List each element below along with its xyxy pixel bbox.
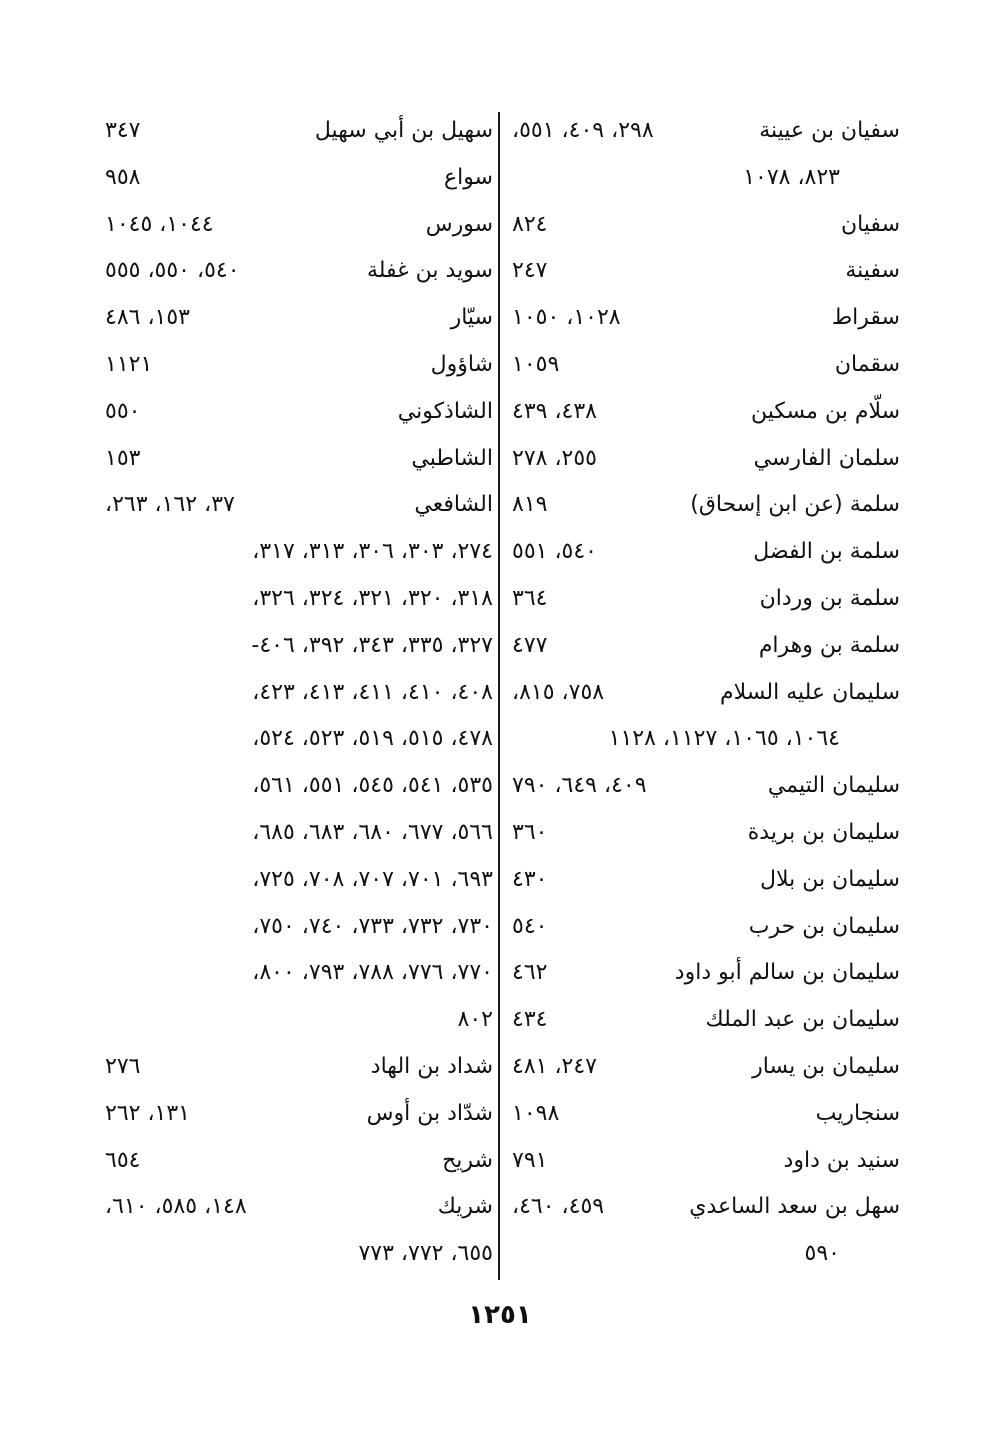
entry-name: سورس [425, 211, 493, 237]
entry-pages: ٧٧٠، ٧٧٦، ٧٨٨، ٧٩٣، ٨٠٠، [252, 960, 493, 986]
entry-pages: ٨٠٢ [457, 1007, 493, 1033]
entry-pages: ٤٧٧ [512, 632, 548, 658]
entry-name: سويد بن غفلة [366, 258, 493, 284]
entry-pages: ٨٢٤ [512, 211, 548, 237]
index-entry [512, 1184, 900, 1231]
entry-name: الشاطبي [411, 445, 493, 471]
entry-pages: ٤٣٤ [512, 1007, 548, 1033]
index-entry [512, 810, 900, 857]
entry-pages: ٢٧٤، ٣٠٣، ٣٠٦، ٣١٣، ٣١٧، [252, 539, 493, 565]
index-entry [105, 155, 493, 202]
index-entry [512, 389, 900, 436]
index-entry [512, 1091, 900, 1138]
entry-name: سيّار [450, 305, 493, 331]
index-entry [105, 997, 493, 1044]
entry-pages: ٣٧، ١٦٢، ٢٦٣، [105, 492, 235, 518]
index-entry [512, 623, 900, 670]
index-entry [512, 342, 900, 389]
entry-pages: ٢٩٨، ٤٠٩، ٥٥١، [512, 118, 654, 143]
entry-pages: ٤٣٠ [512, 866, 548, 892]
entry-pages: ٥٤٠ [512, 913, 548, 939]
entry-pages: ١٠٩٨ [512, 1100, 560, 1126]
index-entry [105, 389, 493, 436]
entry-name: سنجاريب [815, 1100, 900, 1126]
entry-pages: ١١٢١ [105, 351, 153, 377]
entry-name: سلّام بن مسكين [751, 398, 900, 424]
entry-name: سفينة [845, 258, 900, 284]
entry-name: سلمة بن وردان [759, 585, 900, 611]
entry-name: شاؤول [430, 351, 493, 377]
entry-pages: ٣٦٤ [512, 585, 548, 611]
index-entry [512, 155, 900, 202]
entry-pages: ٥٥٠ [105, 398, 141, 424]
entry-name: شريك [437, 1194, 493, 1220]
index-entry [512, 108, 900, 155]
entry-pages: ١٠٤٤، ١٠٤٥ [105, 211, 214, 237]
entry-pages: ٤٥٩، ٤٦٠، [512, 1194, 605, 1220]
column-divider [498, 112, 500, 1280]
entry-pages: ٣٤٧ [105, 118, 141, 143]
entry-pages: ٢٤٧ [512, 258, 548, 284]
index-entry [105, 295, 493, 342]
entry-name: شداد بن الهاد [370, 1053, 493, 1079]
entry-pages: ٤٠٩، ٦٤٩، ٧٩٠ [512, 773, 647, 799]
entry-name: سليمان بن يسار [752, 1053, 900, 1079]
entry-name: الشافعي [414, 492, 493, 518]
index-entry [512, 202, 900, 249]
entry-name: سليمان بن بريدة [747, 819, 900, 845]
entry-name: سليمان بن سالم أبو داود [674, 960, 900, 986]
index-entry [105, 1184, 493, 1231]
entry-pages: ١٠٢٨، ١٠٥٠ [512, 305, 621, 331]
entry-pages: ٥٦٦، ٦٧٧، ٦٨٠، ٦٨٣، ٦٨٥، [252, 819, 493, 845]
index-entry [105, 1044, 493, 1091]
index-entry [105, 1138, 493, 1185]
entry-name: شدّاد بن أوس [366, 1100, 493, 1126]
entry-name: سقراط [831, 305, 900, 331]
index-entry [512, 950, 900, 997]
index-entry [512, 576, 900, 623]
index-entry [105, 202, 493, 249]
entry-pages: ٧٩١ [512, 1147, 548, 1173]
entry-pages: ٥٩٠ [804, 1241, 840, 1267]
entry-name: سليمان بن بلال [759, 866, 900, 892]
entry-name: سليمان التيمي [767, 773, 900, 799]
entry-pages: ٦٥٥، ٧٧٢، ٧٧٣ [358, 1241, 493, 1267]
index-entry [105, 1231, 493, 1278]
entry-name: سلمة بن وهرام [758, 632, 900, 658]
index-entry [105, 436, 493, 483]
entry-pages: ٧٣٠، ٧٣٢، ٧٣٣، ٧٤٠، ٧٥٠، [252, 913, 493, 939]
index-entry [512, 248, 900, 295]
index-entry [105, 904, 493, 951]
entry-pages: ١٤٨، ٥٨٥، ٦١٠، [105, 1194, 247, 1220]
entry-pages: ٢٧٦ [105, 1053, 141, 1079]
entry-name: سهيل بن أبي سهيل [314, 118, 493, 143]
entry-pages: ١٠٥٩ [512, 351, 560, 377]
entry-pages: ٥٤٠، ٥٥١ [512, 539, 597, 565]
index-entry [512, 436, 900, 483]
index-entry [105, 950, 493, 997]
index-entry [512, 670, 900, 717]
entry-name: سليمان عليه السلام [720, 679, 900, 705]
entry-name: سليمان بن عبد الملك [705, 1007, 900, 1033]
entry-name: سفيان بن عيينة [759, 118, 900, 143]
entry-pages: ٣٢٧، ٣٣٥، ٣٤٣، ٣٩٢، ٤٠٦- [251, 632, 493, 658]
index-entry [105, 108, 493, 155]
entry-pages: ٦٥٤ [105, 1147, 141, 1173]
index-entry [512, 1044, 900, 1091]
index-entry [105, 529, 493, 576]
entry-pages: ٣٦٠ [512, 819, 548, 845]
entry-pages: ١٣١، ٢٦٢ [105, 1100, 190, 1126]
entry-pages: ٧٥٨، ٨١٥، [512, 679, 605, 705]
index-entry [512, 1231, 900, 1278]
index-entry [105, 716, 493, 763]
index-entry [105, 763, 493, 810]
entry-name: سلمة بن الفضل [753, 539, 900, 565]
index-entry [105, 623, 493, 670]
index-entry [512, 997, 900, 1044]
index-entry [105, 857, 493, 904]
entry-pages: ٤٧٨، ٥١٥، ٥١٩، ٥٢٣، ٥٢٤، [252, 726, 493, 752]
entry-pages: ٨٢٣، ١٠٧٨ [743, 164, 840, 190]
entry-pages: ٤٣٨، ٤٣٩ [512, 398, 597, 424]
entry-name: سفيان [840, 211, 900, 237]
entry-pages: ٥٣٥، ٥٤١، ٥٤٥، ٥٥١، ٥٦١، [252, 773, 493, 799]
entry-pages: ٤٦٢ [512, 960, 548, 986]
right-column [512, 108, 900, 1278]
entry-name: سنيد بن داود [783, 1147, 900, 1173]
entry-pages: ٢٤٧، ٤٨١ [512, 1053, 597, 1079]
entry-pages: ٣١٨، ٣٢٠، ٣٢١، ٣٢٤، ٣٢٦، [252, 585, 493, 611]
entry-pages: ٦٩٣، ٧٠١، ٧٠٧، ٧٠٨، ٧٢٥، [252, 866, 493, 892]
entry-pages: ١٥٣ [105, 445, 141, 471]
entry-name: سهل بن سعد الساعدي [689, 1194, 900, 1220]
entry-name: سقمان [834, 351, 900, 377]
entry-name: الشاذكوني [397, 398, 493, 424]
index-entry [512, 1138, 900, 1185]
entry-name: سلمان الفارسي [753, 445, 900, 471]
index-entry [512, 482, 900, 529]
entry-pages: ١٠٦٤، ١٠٦٥، ١١٢٧، ١١٢٨ [608, 726, 840, 752]
entry-name: سواع [443, 164, 493, 190]
index-entry [512, 295, 900, 342]
index-entry [105, 342, 493, 389]
entry-name: سليمان بن حرب [748, 913, 900, 939]
entry-pages: ٢٥٥، ٢٧٨ [512, 445, 597, 471]
index-entry [512, 904, 900, 951]
entry-name: سلمة (عن ابن إسحاق) [690, 492, 900, 518]
entry-pages: ٨١٩ [512, 492, 548, 518]
entry-pages: ٤٠٨، ٤١٠، ٤١١، ٤١٣، ٤٢٣، [252, 679, 493, 705]
index-entry [512, 763, 900, 810]
index-entry [105, 576, 493, 623]
index-entry [512, 529, 900, 576]
index-entry [105, 670, 493, 717]
entry-pages: ١٥٣، ٤٨٦ [105, 305, 190, 331]
index-entry [512, 716, 900, 763]
index-entry [105, 248, 493, 295]
entry-pages: ٥٤٠، ٥٥٠، ٥٥٥ [105, 258, 240, 284]
index-entry [512, 857, 900, 904]
left-column [105, 108, 493, 1278]
index-entry [105, 482, 493, 529]
page-number: ١٢٥١ [468, 1300, 532, 1330]
entry-pages: ٩٥٨ [105, 164, 141, 190]
entry-name: شريح [442, 1147, 493, 1173]
index-entry [105, 1091, 493, 1138]
index-entry [105, 810, 493, 857]
